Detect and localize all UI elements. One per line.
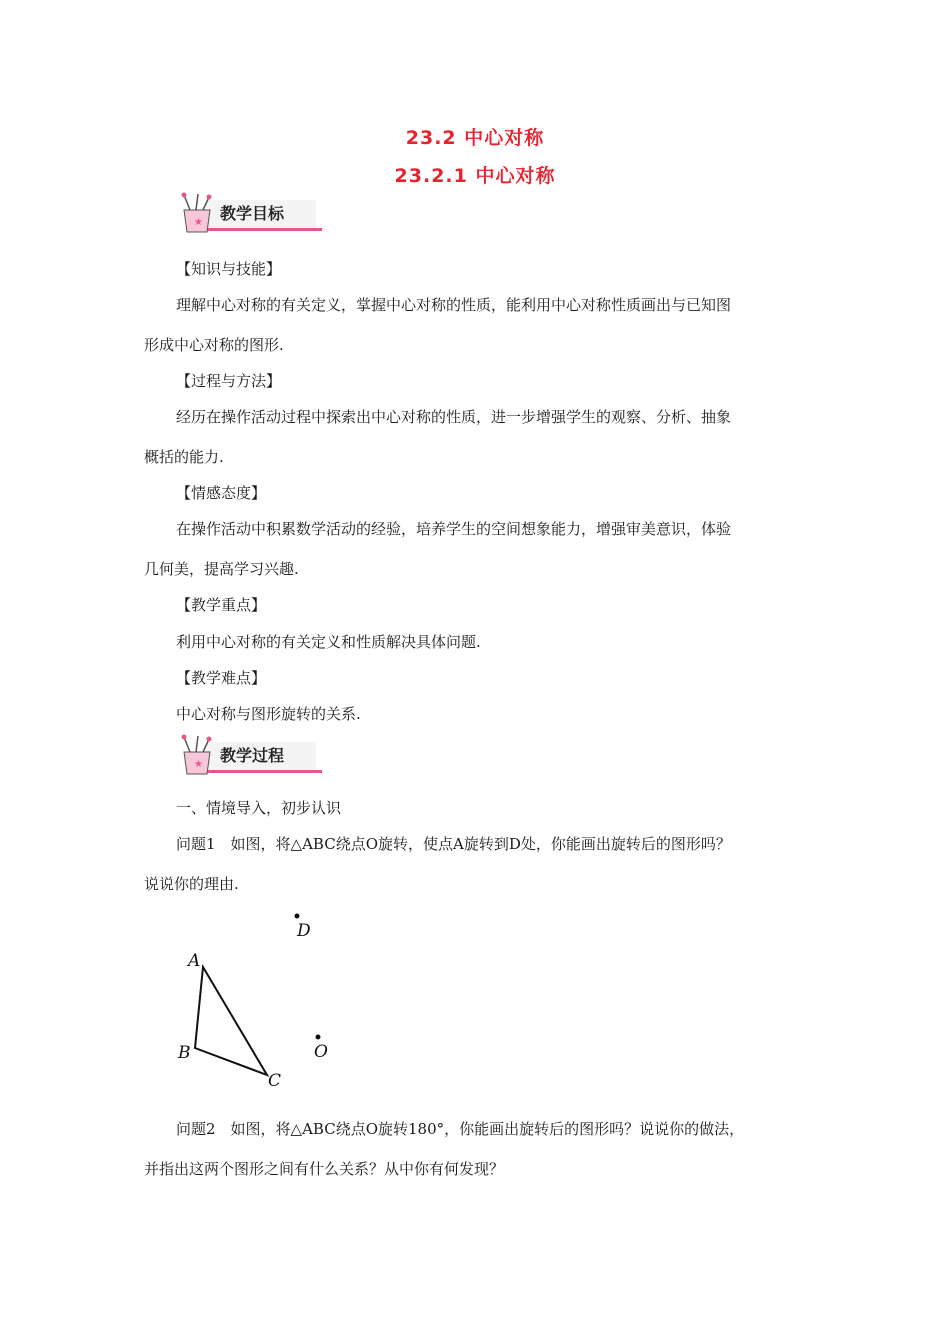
question-1-line-2: 说说你的理由.	[144, 875, 239, 893]
attitude-line-1: 在操作活动中积累数学活动的经验，培养学生的空间想象能力，增强审美意识，体验	[176, 520, 732, 538]
label-b: B	[178, 1043, 191, 1063]
difficulty-heading: 【教学难点】	[176, 669, 267, 687]
banner-label: 教学过程	[220, 746, 285, 765]
point-d	[295, 914, 300, 919]
svg-text:★: ★	[194, 759, 203, 770]
key-line-1: 利用中心对称的有关定义和性质解决具体问题.	[176, 633, 481, 651]
point-o	[316, 1035, 321, 1040]
knowledge-line-2: 形成中心对称的图形.	[144, 336, 284, 354]
triangle-figure	[170, 905, 350, 1095]
objectives-banner	[176, 192, 324, 238]
question-2-line-1: 问题2 如图，将△ABC绕点O旋转180°，你能画出旋转后的图形吗？说说你的做法，	[176, 1120, 745, 1138]
method-line-1: 经历在操作活动过程中探索出中心对称的性质，进一步增强学生的观察、分析、抽象	[176, 408, 732, 426]
label-c: C	[268, 1071, 282, 1091]
page-title: 23.2 中心对称	[405, 127, 545, 149]
knowledge-line-1: 理解中心对称的有关定义，掌握中心对称的性质，能利用中心对称性质画出与已知图	[176, 296, 732, 314]
label-o: O	[314, 1042, 328, 1062]
method-line-2: 概括的能力.	[144, 448, 224, 466]
method-heading: 【过程与方法】	[176, 372, 282, 390]
triangle-abc	[195, 967, 267, 1075]
banner-label: 教学目标	[220, 204, 285, 223]
attitude-heading: 【情感态度】	[176, 484, 267, 502]
section-title: 23.2.1 中心对称	[394, 165, 556, 187]
svg-text:★: ★	[194, 217, 203, 228]
knowledge-heading: 【知识与技能】	[176, 260, 282, 278]
intro-heading: 一、情境导入，初步认识	[176, 799, 342, 817]
question-1-line-1: 问题1 如图，将△ABC绕点O旋转，使点A旋转到D处，你能画出旋转后的图形吗？	[176, 835, 731, 853]
question-2-line-2: 并指出这两个图形之间有什么关系？从中你有何发现？	[144, 1160, 505, 1178]
process-banner	[176, 734, 324, 780]
difficulty-line-1: 中心对称与图形旋转的关系.	[176, 705, 361, 723]
key-heading: 【教学重点】	[176, 596, 267, 614]
label-d: D	[297, 921, 311, 941]
label-a: A	[188, 951, 201, 971]
attitude-line-2: 几何美，提高学习兴趣.	[144, 560, 299, 578]
